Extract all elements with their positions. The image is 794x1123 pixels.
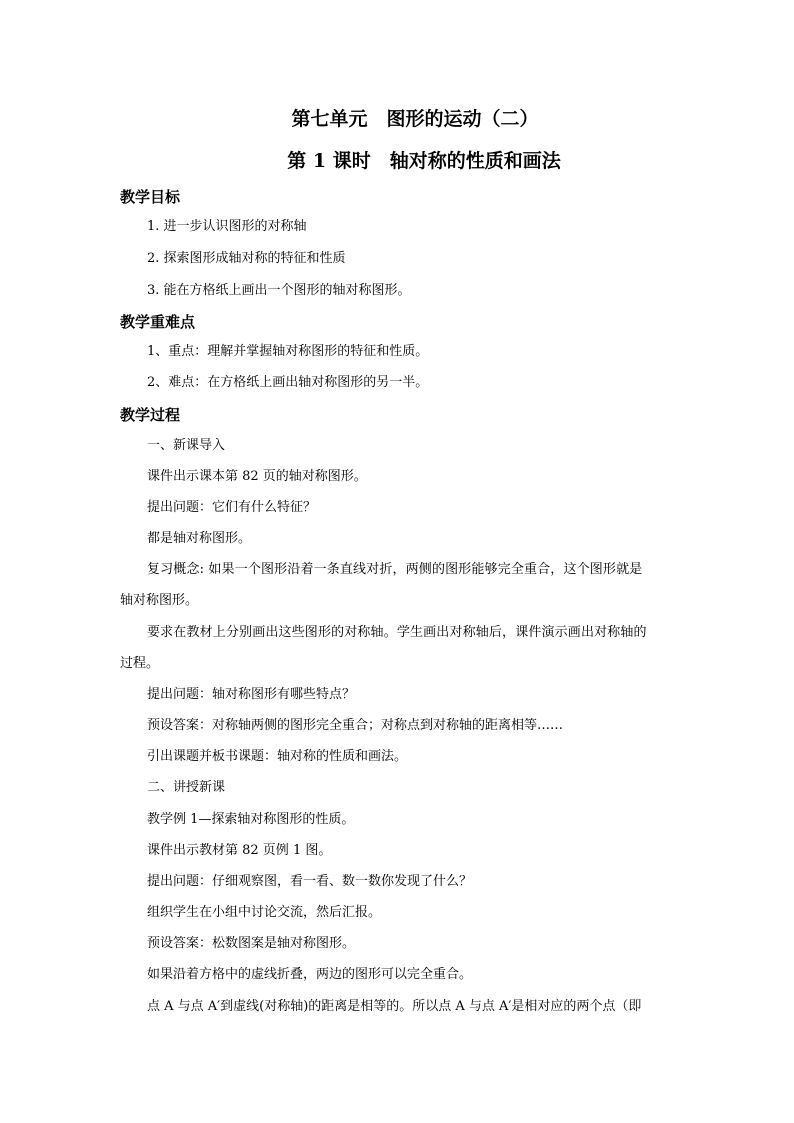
- goal-item: 2. 探索图形成轴对称的特征和性质: [147, 251, 346, 266]
- goal-item: 1. 进一步认识图形的对称轴: [147, 219, 307, 234]
- section-heading-key-points: 教学重难点: [120, 313, 196, 331]
- process-line: 提出问题：仔细观察图，看一看、数一数你发现了什么？: [147, 874, 473, 889]
- process-line: 提出问题：它们有什么特征？: [147, 500, 317, 515]
- process-line: 二、讲授新课: [147, 780, 226, 795]
- section-heading-process: 教学过程: [120, 406, 181, 424]
- process-line: 一、新课导入: [147, 438, 226, 453]
- section-heading-goals: 教学目标: [120, 188, 181, 206]
- process-line: 过程。: [120, 656, 160, 671]
- process-line: 预设答案：松数图案是轴对称图形。: [147, 936, 356, 951]
- process-line: 课件出示教材第 82 页例 1 图。: [147, 843, 332, 858]
- process-line: 点 A 与点 A′到虚线(对称轴)的距离是相等的。所以点 A 与点 A′是相对应的两个点（即: [147, 999, 642, 1014]
- process-line: 提出问题：轴对称图形有哪些特点？: [147, 687, 356, 702]
- process-line: 教学例 1—探索轴对称图形的性质。: [147, 812, 355, 827]
- process-line: 轴对称图形。: [120, 593, 199, 608]
- process-line: 如果沿着方格中的虚线折叠，两边的图形可以完全重合。: [147, 967, 473, 982]
- process-line: 预设答案：对称轴两侧的图形完全重合；对称点到对称轴的距离相等……: [147, 718, 564, 733]
- process-line: 复习概念: 如果一个图形沿着一条直线对折，两侧的图形能够完全重合，这个图形就是: [147, 562, 643, 577]
- process-line: 都是轴对称图形。: [147, 531, 252, 546]
- lesson-title: 第 1 课时 轴对称的性质和画法: [287, 150, 561, 172]
- process-line: 引出课题并板书课题：轴对称的性质和画法。: [147, 749, 408, 764]
- key-point-item: 1、重点：理解并掌握轴对称图形的特征和性质。: [147, 344, 429, 359]
- process-line: 要求在教材上分别画出这些图形的对称轴。学生画出对称轴后，课件演示画出对称轴的: [147, 625, 647, 640]
- process-line: 组织学生在小组中讨论交流，然后汇报。: [147, 905, 382, 920]
- key-point-item: 2、难点：在方格纸上画出轴对称图形的另一半。: [147, 375, 429, 390]
- goal-item: 3. 能在方格纸上画出一个图形的轴对称图形。: [147, 283, 411, 298]
- unit-title: 第七单元 图形的运动（二）: [291, 108, 539, 130]
- process-line: 课件出示课本第 82 页的轴对称图形。: [147, 469, 367, 484]
